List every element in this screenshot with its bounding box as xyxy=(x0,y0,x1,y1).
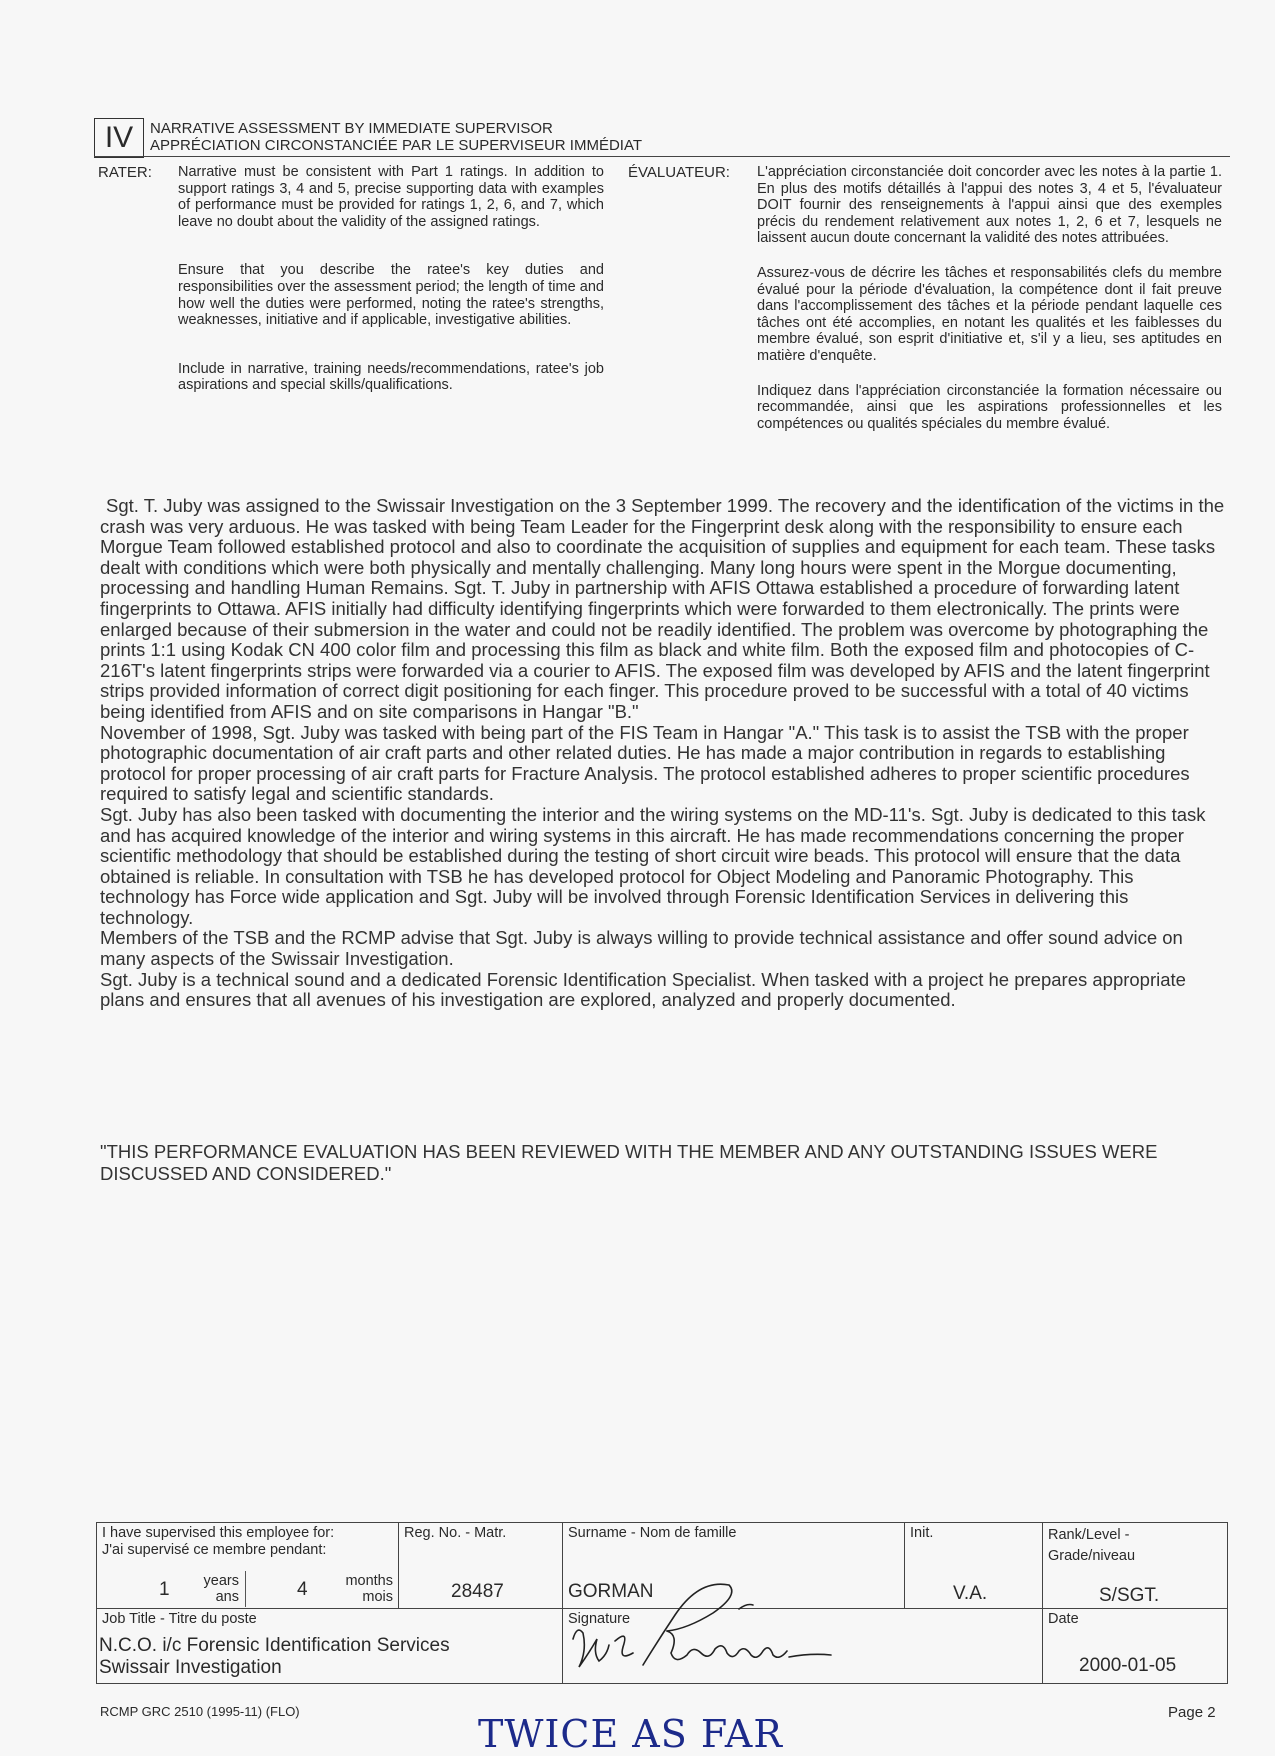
reg-label: Reg. No. - Matr. xyxy=(404,1525,507,1541)
narrative-paragraph: Members of the TSB and the RCMP advise that Sgt. Juby is always willing to provide technical assistance and offer sound advice on many aspects of the Swissair Investigation. xyxy=(100,927,1183,970)
months-value: 4 xyxy=(297,1579,308,1600)
narrative-paragraph: Sgt. T. Juby was assigned to the Swissair Investigation on the 3 September 1999. The recovery and the identification of the victims in the crash was very arduous. He was tasked with being Team Leader for the Fingerprint desk along with the responsibility to ensure each Morgue Team followed established protocol and also to coordinate the acquisition of supplies and equipment for each team. These tasks dealt with conditions which were both physically and mentally challenging. Many long hours were spent in the Morgue documenting, processing and handling Human Remains. Sgt. T. Juby in partnership with AFIS Ottawa established a procedure of forwarding latent fingerprints to Ottawa. AFIS initially had difficulty identifying fingerprints which were forwarded to them electronically. The prints were enlarged because of their submersion in the water and could not be readily identified. The problem was overcome by photographing the prints 1:1 using Kodak CN 400 color film and processing this film as black and white film. Both the exposed film and photocopies of C-216T's latent fingerprints strips were forwarded via a courier to AFIS. The exposed film was developed by AFIS and the latent fingerprint strips provided information of correct digit positioning for each finger. This procedure proved to be successful with a total of 40 victims being identified from AFIS and on site comparisons in Hangar "B." xyxy=(100,495,1225,722)
job-title-line2: Swissair Investigation xyxy=(99,1657,282,1678)
signature-label: Signature xyxy=(568,1611,631,1627)
section-title-fr: APPRÉCIATION CIRCONSTANCIÉE PAR LE SUPERVISEUR IMMÉDIAT xyxy=(150,137,643,154)
surname-label: Surname - Nom de famille xyxy=(568,1525,737,1541)
evaluateur-label: ÉVALUATEUR: xyxy=(628,164,730,181)
section-title xyxy=(150,120,642,154)
section-divider xyxy=(94,156,1230,157)
form-identifier: RCMP GRC 2510 (1995-11) (FLO) xyxy=(100,1704,300,1719)
review-statement: "THIS PERFORMANCE EVALUATION HAS BEEN REVIEWED WITH THE MEMBER AND ANY OUTSTANDING ISSUES WERE DISCUSSED AND CONSIDERED." xyxy=(100,1141,1158,1184)
init-value: V.A. xyxy=(953,1583,988,1604)
rater-paragraph: Include in narrative, training needs/recommendations, ratee's job aspirations and special skills/qualifications. xyxy=(178,360,604,394)
signature-cell xyxy=(563,1609,1043,1683)
rank-label-fr: Grade/niveau xyxy=(1048,1548,1136,1564)
supervised-label-fr: J'ai supervisé ce membre pendant: xyxy=(102,1542,327,1558)
stamp-text: TWICE AS FAR xyxy=(478,1712,783,1756)
surname-value: GORMAN xyxy=(568,1581,654,1602)
supervised-period-cell xyxy=(97,1523,399,1609)
page-number: Page 2 xyxy=(1168,1704,1216,1721)
rater-label: RATER: xyxy=(98,164,152,181)
job-title-line1: N.C.O. i/c Forensic Identification Services xyxy=(99,1635,450,1656)
rank-value: S/SGT. xyxy=(1099,1585,1160,1606)
evaluateur-paragraph: Assurez-vous de décrire les tâches et responsabilités clefs du membre évalué pour la période d'évaluation, la compétence dont il fait preuve dans l'accomplissement des tâches et la période pendant laquelle ces tâches ont été accomplies, en notant les qualités et les faiblesses du membre évalué, son esprit d'initiative et, s'il y a lieu, ses aptitudes en matière d'enquête. xyxy=(757,264,1222,364)
narrative-paragraph: Sgt. Juby is a technical sound and a dedicated Forensic Identification Specialist. When tasked with a project he prepares appropriate plans and ensures that all avenues of his investigation are explored, analyzed and properly documented. xyxy=(100,968,1186,1011)
reg-value: 28487 xyxy=(451,1581,504,1602)
supervised-label-en: I have supervised this employee for: xyxy=(102,1525,335,1541)
rater-paragraph: Ensure that you describe the ratee's key duties and responsibilities over the assessment period; the length of time and how well the duties were performed, noting the ratee's strengths, weaknesses, initiative and if applicable, investigative abilities. xyxy=(178,262,604,329)
rater-instructions xyxy=(178,164,604,426)
narrative-paragraph: Sgt. Juby has also been tasked with documenting the interior and the wiring systems on the MD-11's. Sgt. Juby is dedicated to this task and has acquired knowledge of the interior and wiring systems in this aircraft. He has made recommendations concerning the proper scientific methodology that should be established during the testing of short circuit wire beads. This protocol will ensure that the data obtained is reliable. In consultation with TSB he has developed protocol for Object Modeling and Panoramic Photography. This technology has Force wide application and Sgt. Juby will be involved through Forensic Identification Services in delivering this technology. xyxy=(100,803,1206,928)
section-number-box xyxy=(94,118,144,158)
initials-cell xyxy=(905,1523,1043,1609)
years-label-en: years xyxy=(203,1573,239,1589)
evaluateur-paragraph: Indiquez dans l'appréciation circonstanciée la formation nécessaire ou recommandée, ainsi que les aspirations professionnelles et les compétences ou qualités spéciales du membre évalué. xyxy=(757,382,1222,432)
months-label-en: months xyxy=(345,1573,393,1589)
evaluateur-instructions xyxy=(757,164,1222,464)
evaluateur-paragraph: L'appréciation circonstanciée doit concorder avec les notes à la partie 1. En plus des motifs détaillés à l'appui des notes 3, 4 et 5, l'évaluateur DOIT fournir des renseignements à l'appui ainsi que des exemples précis du rendement relativement aux notes 1, 2, 6 et 7, lesquels ne laissent aucun doute concernant la validité des notes attribuées. xyxy=(757,164,1222,247)
section-title-en: NARRATIVE ASSESSMENT BY IMMEDIATE SUPERVISOR xyxy=(150,120,553,137)
rank-label-en: Rank/Level - xyxy=(1048,1527,1130,1543)
period-divider xyxy=(245,1571,246,1607)
job-title-cell xyxy=(97,1609,563,1683)
job-title-label: Job Title - Titre du poste xyxy=(102,1611,257,1627)
date-cell xyxy=(1043,1609,1228,1683)
handwritten-signature xyxy=(563,1569,843,1681)
narrative-paragraph: November of 1998, Sgt. Juby was tasked with being part of the FIS Team in Hangar "A." This task is to assist the TSB with the proper photographic documentation of air craft parts and other related duties. He has made a major contribution in regards to establishing protocol for proper processing of air craft parts for Fracture Analysis. The protocol established adheres to proper scientific procedures required to satisfy legal and scientific standards. xyxy=(100,721,1190,805)
narrative-text xyxy=(100,496,1225,1011)
init-label: Init. xyxy=(910,1525,934,1541)
date-label: Date xyxy=(1048,1611,1079,1627)
years-value: 1 xyxy=(159,1579,170,1600)
date-value: 2000-01-05 xyxy=(1079,1655,1177,1676)
rater-paragraph: Narrative must be consistent with Part 1 ratings. In addition to support ratings 3, 4 and 5, precise supporting data with examples of performance must be provided for ratings 1, 2, 6, and 7, which leave no doubt about the validity of the assigned ratings. xyxy=(178,164,604,230)
rank-cell xyxy=(1043,1523,1228,1609)
section-number: IV xyxy=(104,121,134,154)
reg-number-cell xyxy=(399,1523,563,1609)
supervisor-signature-table xyxy=(96,1522,1228,1684)
years-label-fr: ans xyxy=(215,1589,239,1605)
months-label-fr: mois xyxy=(362,1589,393,1605)
